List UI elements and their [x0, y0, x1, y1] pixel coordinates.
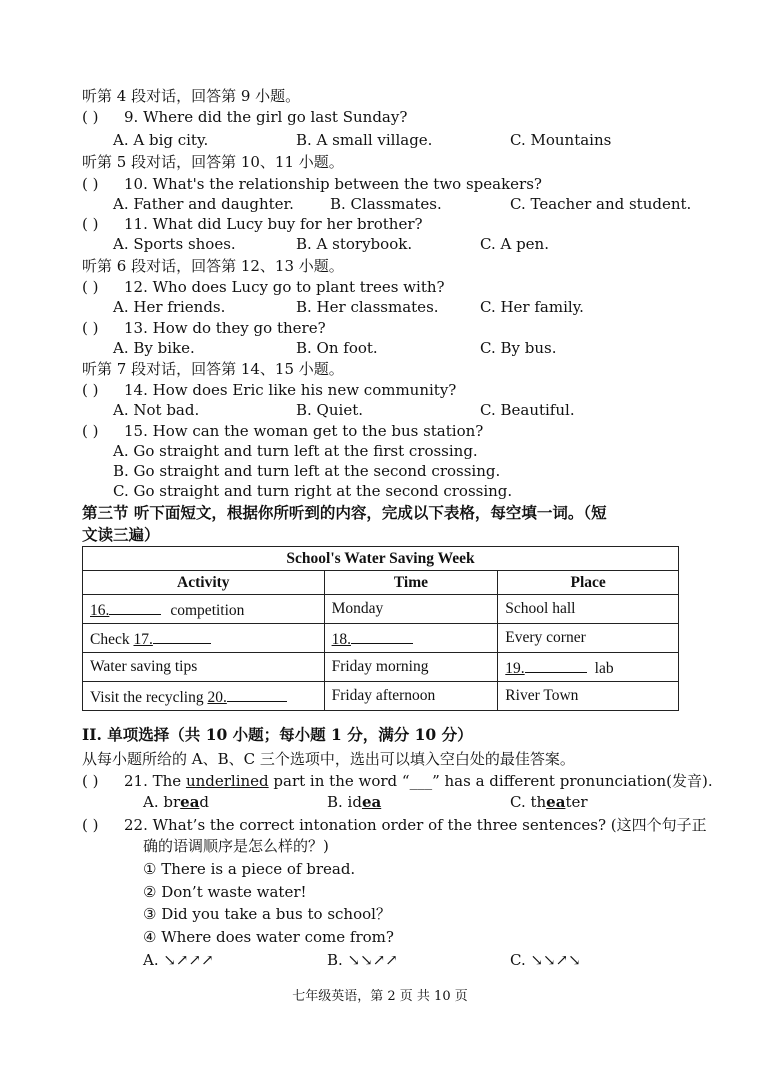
cell-place: River Town [498, 682, 679, 711]
cell-place: Every corner [498, 624, 679, 653]
q13-paren: ( ) [82, 319, 99, 337]
q21-option-a: A. bread [143, 793, 210, 811]
q10-option-b: B. Classmates. [330, 195, 442, 213]
table-header-row [83, 571, 679, 595]
q15-stem: 15. How can the woman get to the bus station? [124, 422, 484, 440]
q22-option-b: B. ↘↘↗↗ [327, 951, 398, 969]
q15-paren: ( ) [82, 422, 99, 440]
page-footer: 七年级英语，第 2 页 共 10 页 [292, 989, 468, 1004]
q11-stem: 11. What did Lucy buy for her brother? [124, 215, 423, 233]
part2-instruction: 从每小题所给的 A、B、C 三个选项中，选出可以填入空白处的最佳答案。 [82, 750, 575, 768]
cell-time: Friday afternoon [324, 682, 498, 711]
dialogue-5-intro: 听第 5 段对话，回答第 10、11 小题。 [82, 153, 344, 171]
q12-stem: 12. Who does Lucy go to plant trees with? [124, 278, 445, 296]
q21-option-b: B. idea [327, 793, 382, 811]
cell-activity: Water saving tips [83, 653, 325, 682]
q22-sentence-4: ④ Where does water come from? [143, 928, 394, 946]
q13-option-b: B. On foot. [296, 339, 378, 357]
header-place: Place [498, 571, 679, 595]
q12-option-b: B. Her classmates. [296, 298, 439, 316]
q9-paren: ( ) [82, 108, 99, 126]
cell-activity: Check 17. [83, 624, 325, 653]
q22-paren: ( ) [82, 816, 99, 834]
q14-option-c: C. Beautiful. [480, 401, 575, 419]
q22-stem-line2: 确的语调顺序是怎么样的？) [143, 837, 329, 855]
cell-place: 19. lab [498, 653, 679, 682]
q22-sentence-1: ① There is a piece of bread. [143, 860, 356, 878]
q11-option-b: B. A storybook. [296, 235, 413, 253]
q10-option-a: A. Father and daughter. [113, 195, 294, 213]
header-activity: Activity [83, 571, 325, 595]
q15-option-b: B. Go straight and turn left at the second crossing. [113, 462, 501, 480]
q14-stem: 14. How does Eric like his new community? [124, 381, 457, 399]
cell-activity: 16. competition [83, 595, 325, 624]
dialogue-6-intro: 听第 6 段对话，回答第 12、13 小题。 [82, 257, 344, 275]
table-caption: School's Water Saving Week [83, 547, 679, 571]
q22-sentence-2: ② Don’t waste water! [143, 883, 307, 901]
q13-stem: 13. How do they go there? [124, 319, 326, 337]
q12-option-c: C. Her family. [480, 298, 584, 316]
cell-time: Friday morning [324, 653, 498, 682]
q14-paren: ( ) [82, 381, 99, 399]
dialogue-7-intro: 听第 7 段对话，回答第 14、15 小题。 [82, 360, 344, 378]
q22-stem-line1: 22. What’s the correct intonation order of the three sentences? (这四个句子正 [124, 816, 707, 834]
cell-time: Monday [324, 595, 498, 624]
q11-option-c: C. A pen. [480, 235, 549, 253]
q14-option-a: A. Not bad. [113, 401, 200, 419]
q11-option-a: A. Sports shoes. [113, 235, 236, 253]
blank-18: 18. [331, 631, 351, 648]
header-time: Time [324, 571, 498, 595]
q15-option-c: C. Go straight and turn right at the second crossing. [113, 482, 513, 500]
q12-option-a: A. Her friends. [113, 298, 226, 316]
q13-option-c: C. By bus. [480, 339, 557, 357]
cell-place: School hall [498, 595, 679, 624]
q22-option-a: A. ↘↗↗↗ [143, 951, 214, 969]
q12-paren: ( ) [82, 278, 99, 296]
q9-stem: 9. Where did the girl go last Sunday? [124, 108, 408, 126]
q21-option-c: C. theater [510, 793, 588, 811]
part2-heading: II. 单项选择（共 10 小题；每小题 1 分，满分 10 分） [82, 725, 473, 744]
dialogue-4-intro: 听第 4 段对话，回答第 9 小题。 [82, 87, 301, 105]
table-caption-row [83, 547, 679, 571]
q9-option-a: A. A big city. [113, 131, 209, 149]
q10-paren: ( ) [82, 175, 99, 193]
q9-option-b: B. A small village. [296, 131, 433, 149]
section3-heading-line2: 文读三遍） [82, 525, 160, 544]
blank-20: 20. [207, 689, 227, 706]
blank-16: 16. [90, 602, 110, 619]
blank-17: 17. [133, 631, 153, 648]
cell-activity: Visit the recycling 20. [83, 682, 325, 711]
water-saving-table [82, 546, 679, 711]
q10-stem: 10. What's the relationship between the two speakers? [124, 175, 542, 193]
q11-paren: ( ) [82, 215, 99, 233]
q22-sentence-3: ③ Did you take a bus to school？ [143, 905, 391, 923]
q21-paren: ( ) [82, 772, 99, 790]
q14-option-b: B. Quiet. [296, 401, 363, 419]
cell-time [324, 624, 498, 653]
q9-option-c: C. Mountains [510, 131, 612, 149]
q22-option-c: C. ↘↘↗↘ [510, 951, 581, 969]
q10-option-c: C. Teacher and student. [510, 195, 692, 213]
q13-option-a: A. By bike. [113, 339, 195, 357]
table-row [83, 653, 679, 682]
table-row [83, 624, 679, 653]
table-row [83, 682, 679, 711]
section3-heading-line1: 第三节 听下面短文，根据你所听到的内容，完成以下表格，每空填一词。（短 [82, 503, 607, 522]
q21-stem: 21. The underlined part in the word “___” has a different pronunciation(发音). [124, 772, 713, 790]
blank-19: 19. [505, 660, 525, 677]
q15-option-a: A. Go straight and turn left at the first crossing. [113, 442, 478, 460]
table-row [83, 595, 679, 624]
